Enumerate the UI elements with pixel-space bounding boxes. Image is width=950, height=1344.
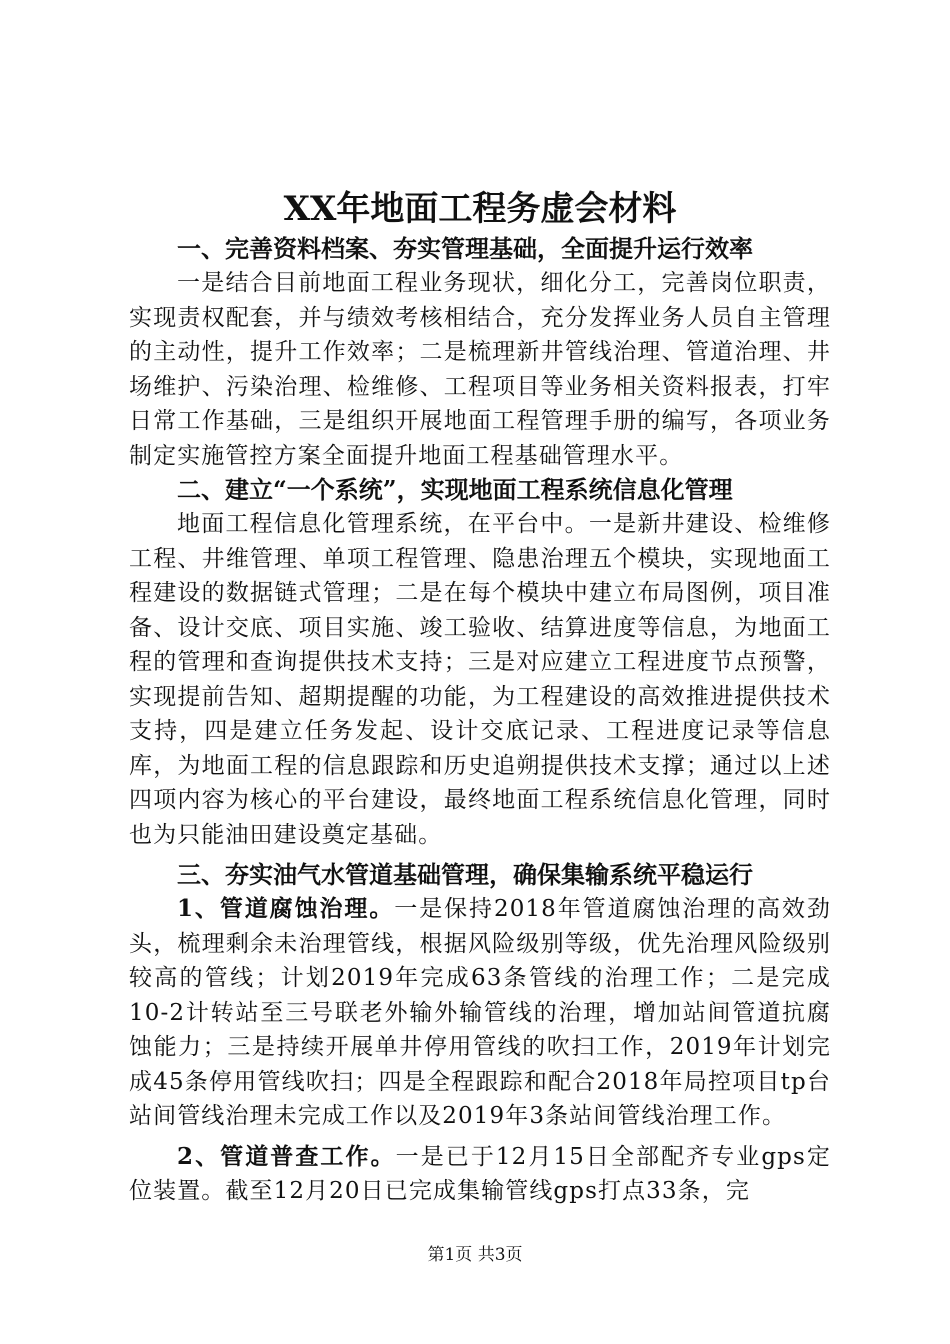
page-footer: 第1页 共3页 [427, 1245, 523, 1265]
section-3-paragraph-1 [129, 892, 831, 1134]
paragraph-lead: 1、管道腐蚀治理。 [177, 895, 395, 922]
paragraph-text: 一是结合目前地面工程业务现状，细化分工，完善岗位职责，实现责权配套，并与绩效考核相结合，充分发挥业务人员自主管理的主动性，提升工作效率；二是梳理新井管线治理、管道治理、井场维护、污染治理、检维修、工程项目等业务相关资料报表，打牢日常工作基础，三是组织开展地面工程管理手册的编写，各项业务制定实施管控方案全面提升地面工程基础管理水平。 [129, 270, 831, 469]
section-heading-3: 三、夯实油气水管道基础管理，确保集输系统平稳运行 [177, 860, 753, 889]
paragraph-text: 一是保持2018年管道腐蚀治理的高效劲头，梳理剩余未治理管线，根据风险级别等级，优先治理风险级别较高的管线；计划2019年完成63条管线的治理工作；二是完成10-2计转站至三号联老外输外输管线的治理，增加站间管道抗腐蚀能力；三是持续开展单井停用管线的吹扫工作，2019年计划完成45条停用管线吹扫；四是全程跟踪和配合2018年局控项目tp台站间管线治理未完成工作以及2019年3条站间管线治理工作。 [129, 896, 831, 1129]
section-heading-2: 二、建立“一个系统”，实现地面工程系统信息化管理 [177, 475, 733, 504]
section-1-paragraph [129, 266, 831, 473]
section-2-paragraph [129, 507, 831, 852]
paragraph-lead: 2、管道普查工作。 [177, 1142, 396, 1170]
section-heading-1: 一、完善资料档案、夯实管理基础，全面提升运行效率 [177, 234, 753, 263]
section-3-paragraph-2 [129, 1140, 831, 1209]
paragraph-text: 地面工程信息化管理系统，在平台中。一是新井建设、检维修工程、井维管理、单项工程管理、隐患治理五个模块，实现地面工程建设的数据链式管理；二是在每个模块中建立布局图例，项目准备、设计交底、项目实施、竣工验收、结算进度等信息，为地面工程的管理和查询提供技术支持；三是对应建立工程进度节点预警，实现提前告知、超期提醒的功能，为工程建设的高效推进提供技术支持，四是建立任务发起、设计交底记录、工程进度记录等信息库，为地面工程的信息跟踪和历史追朔提供技术支撑；通过以上述四项内容为核心的平台建设，最终地面工程系统信息化管理，同时也为只能油田建设奠定基础。 [129, 511, 831, 848]
document-title: XX年地面工程务虚会材料 [283, 189, 677, 229]
document-body [129, 186, 831, 1209]
paragraph-text: 一是已于12月15日全部配齐专业gps定位装置。截至12月20日已完成集输管线gps打点33条，完 [129, 1143, 831, 1204]
